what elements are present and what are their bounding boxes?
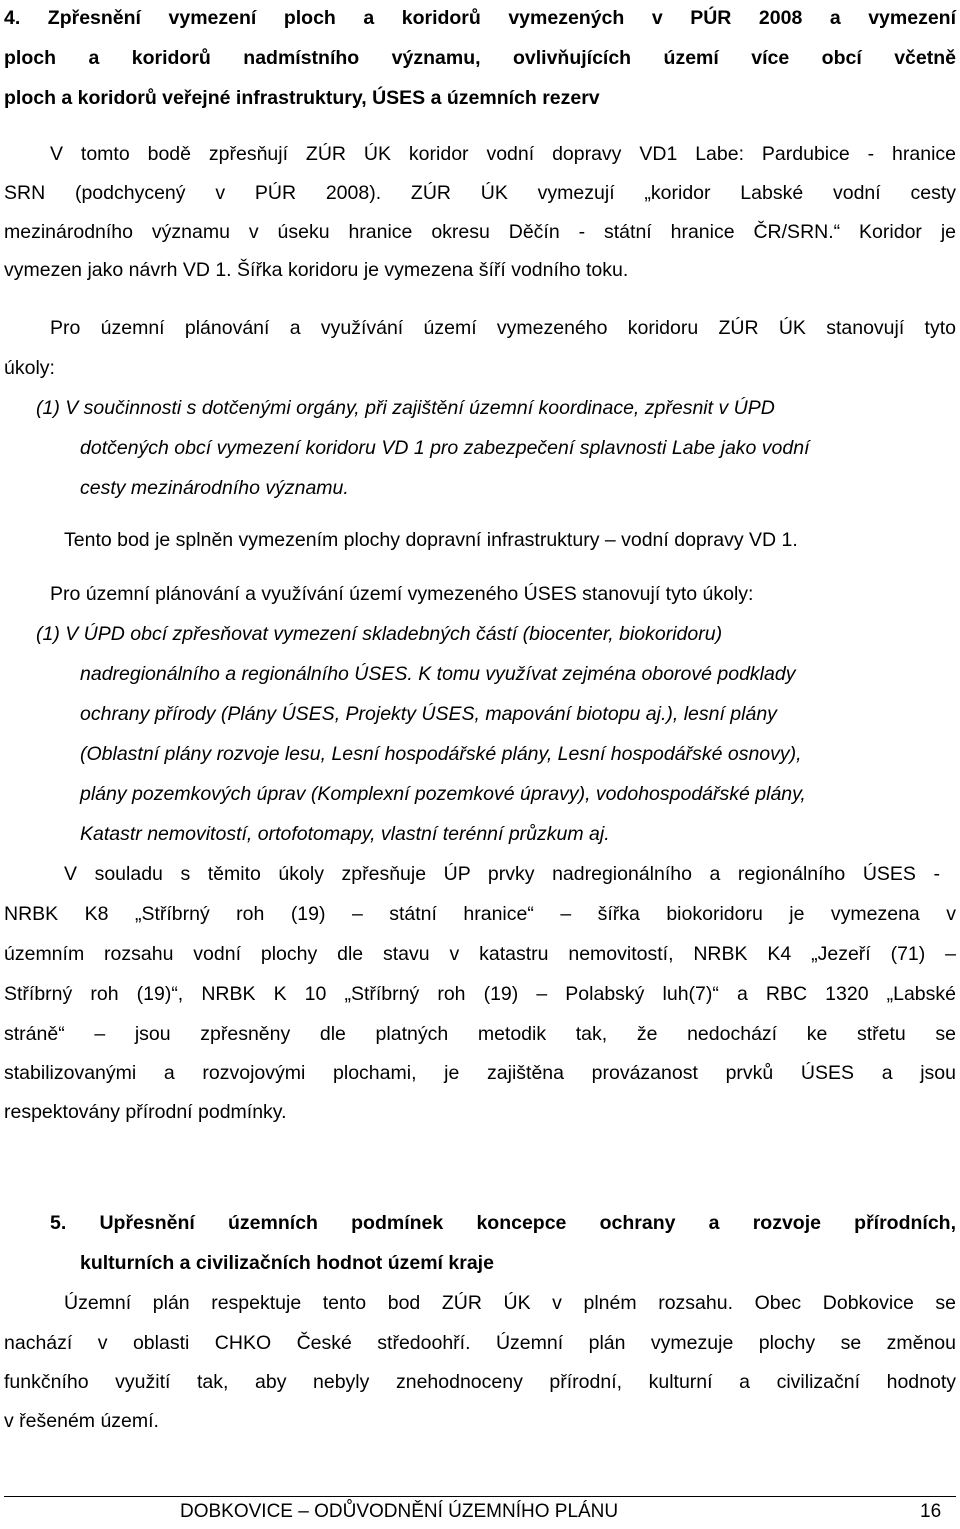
section-4-heading-line-3: ploch a koridorů veřejné infrastruktury, ÚSES a územních rezerv — [4, 87, 600, 109]
task-2-line-2: nadregionálního a regionálního ÚSES. K tomu využívat zejména oborové podklady — [80, 663, 796, 685]
task-1-line-2: dotčených obcí vymezení koridoru VD 1 pro zabezpečení splavnosti Labe jako vodní — [80, 437, 810, 459]
paragraph-4-line-6: stabilizovanými a rozvojovými plochami, je zajištěna provázanost prvků ÚSES a jsou — [4, 1062, 956, 1084]
paragraph-4-line-1: V souladu s těmito úkoly zpřesňuje ÚP prvky nadregionálního a regionálního ÚSES - — [64, 863, 940, 885]
section-5-paragraph-line-3: funkčního využití tak, aby nebyly znehodnoceny přírodní, kulturní a civilizační hodnoty — [4, 1371, 956, 1393]
paragraph-1-line-1: V tomto bodě zpřesňují ZÚR ÚK koridor vodní dopravy VD1 Labe: Pardubice - hranice — [50, 143, 956, 165]
task-1-line-1: (1) V součinnosti s dotčenými orgány, při zajištění územní koordinace, zpřesnit v ÚPD — [36, 397, 775, 419]
fulfilled-statement: Tento bod je splněn vymezením plochy dopravní infrastruktury – vodní dopravy VD 1. — [64, 529, 798, 551]
section-5-heading-line-2: kulturních a civilizačních hodnot území kraje — [80, 1252, 494, 1274]
paragraph-4-line-2: NRBK K8 „Stříbrný roh (19) – státní hranice“ – šířka biokoridoru je vymezena v — [4, 903, 956, 925]
task-2-line-4: (Oblastní plány rozvoje lesu, Lesní hospodářské plány, Lesní hospodářské osnovy), — [80, 743, 802, 765]
paragraph-1-line-3: mezinárodního významu v úseku hranice okresu Děčín - státní hranice ČR/SRN.“ Koridor je — [4, 221, 956, 243]
section-5-heading-line-1: 5. Upřesnění územních podmínek koncepce ochrany a rozvoje přírodních, — [50, 1212, 956, 1234]
footer-page-number: 16 — [920, 1501, 942, 1522]
task-2-line-1: (1) V ÚPD obcí zpřesňovat vymezení skladebných částí (biocenter, biokoridoru) — [36, 623, 723, 645]
section-5-paragraph-line-1: Územní plán respektuje tento bod ZÚR ÚK v plném rozsahu. Obec Dobkovice se — [64, 1292, 956, 1314]
paragraph-3: Pro územní plánování a využívání území vymezeného ÚSES stanovují tyto úkoly: — [50, 583, 754, 605]
section-5-paragraph-line-4: v řešeném území. — [4, 1410, 159, 1432]
task-2-line-5: plány pozemkových úprav (Komplexní pozemkové úpravy), vodohospodářské plány, — [80, 783, 806, 805]
paragraph-1-line-2: SRN (podchycený v PÚR 2008). ZÚR ÚK vymezují „koridor Labské vodní cesty — [4, 182, 956, 204]
paragraph-4-line-5: stráně“ – jsou zpřesněny dle platných metodik tak, že nedochází ke střetu se — [4, 1023, 956, 1045]
section-4-heading-line-2: ploch a koridorů nadmístního významu, ovlivňujících území více obcí včetně — [4, 47, 956, 69]
paragraph-4-line-4: Stříbrný roh (19)“, NRBK K 10 „Stříbrný roh (19) – Polabský luh(7)“ a RBC 1320 „Labské — [4, 983, 956, 1005]
paragraph-1-line-4: vymezen jako návrh VD 1. Šířka koridoru je vymezena šíří vodního toku. — [4, 259, 629, 281]
section-5-paragraph-line-2: nachází v oblasti CHKO České středoohří. Územní plán vymezuje plochy se změnou — [4, 1332, 956, 1354]
task-2-line-6: Katastr nemovitostí, ortofotomapy, vlastní terénní průzkum aj. — [80, 823, 610, 845]
paragraph-2-line-1: Pro územní plánování a využívání území vymezeného koridoru ZÚR ÚK stanovují tyto — [50, 317, 956, 339]
paragraph-2-line-2: úkoly: — [4, 357, 55, 379]
task-2-line-3: ochrany přírody (Plány ÚSES, Projekty ÚSES, mapování biotopu aj.), lesní plány — [80, 703, 777, 725]
paragraph-4-line-7: respektovány přírodní podmínky. — [4, 1101, 287, 1123]
section-4-heading-line-1: 4. Zpřesnění vymezení ploch a koridorů vymezených v PÚR 2008 a vymezení — [4, 7, 956, 29]
task-1-line-3: cesty mezinárodního významu. — [80, 477, 349, 499]
paragraph-4-line-3: územním rozsahu vodní plochy dle stavu v katastru nemovitostí, NRBK K4 „Jezeří (71) – — [4, 943, 956, 965]
footer-title: DOBKOVICE – ODŮVODNĚNÍ ÚZEMNÍHO PLÁNU — [180, 1501, 619, 1522]
footer-divider — [4, 1496, 956, 1497]
